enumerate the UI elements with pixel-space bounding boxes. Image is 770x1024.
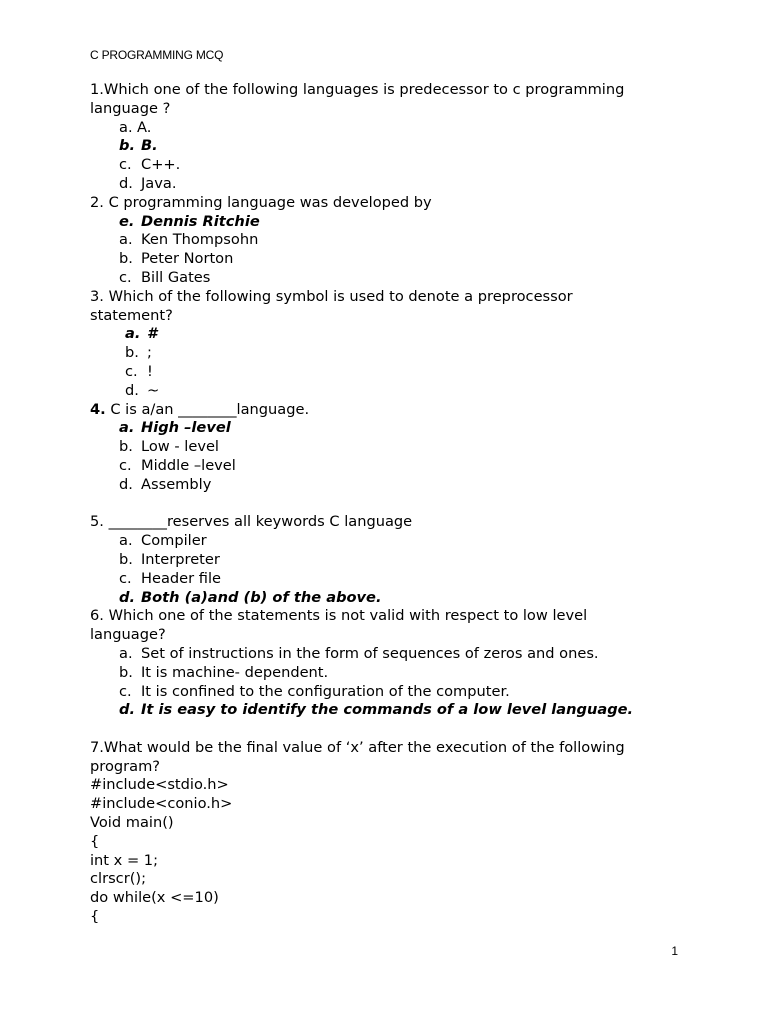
option-label: d. bbox=[119, 588, 135, 606]
question-2-option-a bbox=[90, 231, 690, 250]
option-text: It is easy to identify the commands of a low level language. bbox=[141, 701, 634, 719]
question-6-option-b bbox=[90, 664, 690, 683]
question-5-option-a bbox=[90, 532, 690, 551]
question-4-option-b bbox=[90, 438, 690, 457]
option-label: d. bbox=[119, 174, 133, 192]
question-4-number: 4. bbox=[90, 400, 106, 418]
option-text: Assembly bbox=[141, 475, 212, 493]
option-label: d. bbox=[119, 701, 135, 719]
option-text: It is machine- dependent. bbox=[141, 663, 329, 681]
option-label: a. bbox=[119, 419, 135, 437]
question-3-text-line-1: 3. Which of the following symbol is used to denote a preprocessor bbox=[90, 287, 573, 305]
option-text: B. bbox=[141, 137, 158, 155]
question-7-text-line-2: program? bbox=[90, 757, 161, 775]
question-1-option-c bbox=[90, 156, 690, 175]
option-text: Compiler bbox=[141, 532, 207, 550]
question-6-option-a bbox=[90, 645, 690, 664]
option-text: Header file bbox=[141, 569, 222, 587]
code-line: #include<stdio.h> bbox=[90, 776, 229, 794]
question-6-text-line-2: language? bbox=[90, 626, 166, 644]
option-text: Low - level bbox=[141, 438, 219, 456]
option-text: ; bbox=[147, 344, 152, 362]
question-2-option-b bbox=[90, 250, 690, 269]
option-text: Interpreter bbox=[141, 550, 220, 568]
option-text: ! bbox=[147, 362, 153, 380]
option-label: d. bbox=[119, 475, 133, 493]
question-2-option-e-answer bbox=[90, 213, 690, 232]
question-4-option-d bbox=[90, 476, 690, 495]
option-label: d. bbox=[125, 381, 139, 399]
option-label: c. bbox=[119, 156, 132, 174]
question-6-text-line-1: 6. Which one of the statements is not valid with respect to low level bbox=[90, 607, 588, 625]
blank-line bbox=[90, 495, 690, 514]
question-3-option-a-answer bbox=[90, 325, 690, 344]
option-label: a. bbox=[119, 118, 133, 136]
option-label: b. bbox=[119, 438, 133, 456]
question-7-text-line-1: 7.What would be the final value of ‘x’ after the execution of the following bbox=[90, 738, 625, 756]
question-4-stem: C is a/an ________language. bbox=[105, 400, 310, 418]
option-label: a. bbox=[119, 532, 133, 550]
question-6-option-c bbox=[90, 683, 690, 702]
document-body bbox=[90, 81, 690, 927]
option-text: Ken Thompsohn bbox=[141, 231, 259, 249]
option-text: A. bbox=[137, 118, 152, 136]
option-text: # bbox=[147, 325, 158, 343]
option-label: a. bbox=[119, 644, 133, 662]
option-text: Bill Gates bbox=[141, 268, 211, 286]
option-label: c. bbox=[125, 362, 138, 380]
option-text: Both (a)and (b) of the above. bbox=[141, 588, 382, 606]
option-label: c. bbox=[119, 456, 132, 474]
option-label: c. bbox=[119, 268, 132, 286]
option-text: High –level bbox=[141, 419, 231, 437]
question-1-option-d bbox=[90, 175, 690, 194]
code-line: { bbox=[90, 908, 100, 926]
question-2-option-c bbox=[90, 269, 690, 288]
question-1-option-b-answer bbox=[90, 137, 690, 156]
code-line: do while(x <=10) bbox=[90, 889, 219, 907]
code-line: int x = 1; bbox=[90, 851, 159, 869]
option-label: b. bbox=[125, 344, 139, 362]
question-1-option-a bbox=[90, 119, 690, 138]
question-4-text bbox=[90, 401, 690, 420]
blank-line bbox=[90, 720, 690, 739]
option-label: b. bbox=[119, 663, 133, 681]
option-text: Dennis Ritchie bbox=[141, 212, 260, 230]
question-4-option-c bbox=[90, 457, 690, 476]
option-label: a. bbox=[125, 325, 141, 343]
question-4-option-a-answer bbox=[90, 419, 690, 438]
question-1-text-line-2: language ? bbox=[90, 99, 171, 117]
option-label: b. bbox=[119, 137, 135, 155]
code-line: clrscr(); bbox=[90, 870, 147, 888]
option-label: e. bbox=[119, 212, 135, 230]
option-text: Peter Norton bbox=[141, 250, 234, 268]
option-text: Java. bbox=[141, 174, 177, 192]
question-5-option-b bbox=[90, 551, 690, 570]
option-label: c. bbox=[119, 569, 132, 587]
page-header: C PROGRAMMING MCQ bbox=[90, 48, 224, 62]
code-line: Void main() bbox=[90, 814, 174, 832]
option-label: c. bbox=[119, 682, 132, 700]
option-text: It is confined to the configuration of the computer. bbox=[141, 682, 510, 700]
question-3-option-b bbox=[90, 344, 690, 363]
question-5-option-c bbox=[90, 570, 690, 589]
question-2-text: 2. C programming language was developed by bbox=[90, 193, 432, 211]
option-text: Set of instructions in the form of sequences of zeros and ones. bbox=[141, 644, 599, 662]
page-number: 1 bbox=[671, 944, 678, 958]
question-5-text: 5. ________reserves all keywords C language bbox=[90, 513, 413, 531]
question-3-option-d bbox=[90, 382, 690, 401]
option-text: ~ bbox=[147, 381, 160, 399]
question-6-option-d-answer bbox=[90, 701, 690, 720]
code-line: #include<conio.h> bbox=[90, 795, 233, 813]
question-3-text-line-2: statement? bbox=[90, 306, 173, 324]
question-3-option-c bbox=[90, 363, 690, 382]
option-text: C++. bbox=[141, 156, 181, 174]
option-text: Middle –level bbox=[141, 456, 236, 474]
option-label: a. bbox=[119, 231, 133, 249]
question-5-option-d-answer bbox=[90, 589, 690, 608]
option-label: b. bbox=[119, 250, 133, 268]
option-label: b. bbox=[119, 550, 133, 568]
question-1-text-line-1: 1.Which one of the following languages is predecessor to c programming bbox=[90, 81, 625, 98]
code-line: { bbox=[90, 832, 100, 850]
